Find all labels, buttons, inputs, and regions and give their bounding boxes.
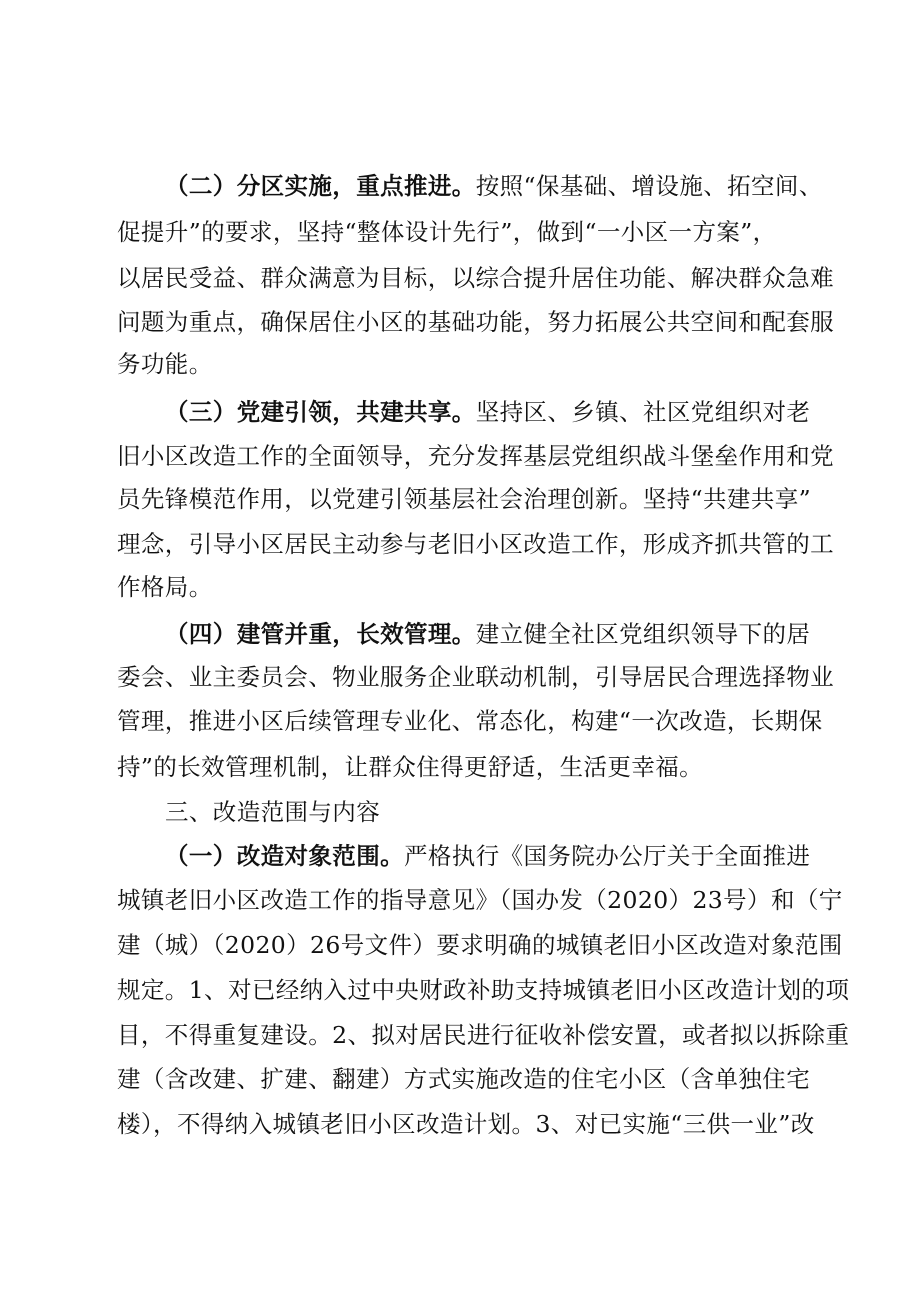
paragraph-line: （一）改造对象范围。严格执行《国务院办公厅关于全面推进 [165,842,811,870]
chapter-heading: 三、改造范围与内容 [165,798,381,826]
paragraph-line: 理念，引导小区居民主动参与老旧小区改造工作，形成齐抓共管的工 [117,530,834,558]
paragraph-line: 作格局。 [117,573,213,601]
paragraph-line: 员先锋模范作用，以党建引领基层社会治理创新。坚持“共建共享” [117,485,812,513]
paragraph-line: 管理，推进小区后续管理专业化、常态化，构建“一次改造，长期保 [117,707,823,735]
paragraph-line: （三）党建引领，共建共享。坚持区、乡镇、社区党组织对老 [165,398,811,426]
paragraph-line: （二）分区实施，重点推进。按照“保基础、增设施、拓空间、 [165,172,823,200]
paragraph-line: 建（含改建、扩建、翻建）方式实施改造的住宅小区（含单独住宅 [117,1065,811,1093]
paragraph-line: 目，不得重复建设。2、拟对居民进行征收补偿安置，或者拟以拆除重 [117,1021,850,1049]
paragraph-line: 城镇老旧小区改造工作的指导意见》（国办发（2020）23号）和（宁 [117,886,843,914]
paragraph-line: 务功能。 [117,350,213,378]
paragraph-line: 建（城）（2020）26号文件）要求明确的城镇老旧小区改造对象范围 [117,931,843,959]
section-heading: （一）改造对象范围。 [165,842,404,870]
paragraph-line: 委会、业主委员会、物业服务企业联动机制，引导居民合理选择物业 [117,663,834,691]
paragraph-line: 以居民受益、群众满意为目标，以综合提升居住功能、解决群众急难 [117,264,834,292]
paragraph-line: 旧小区改造工作的全面领导，充分发挥基层党组织战斗堡垒作用和党 [117,442,834,470]
paragraph-line: 规定。1、对已经纳入过中央财政补助支持城镇老旧小区改造计划的项 [117,976,850,1004]
section-heading: （三）党建引领，共建共享。 [165,398,476,426]
section-heading: （二）分区实施，重点推进。 [165,172,476,200]
paragraph-line: 促提升”的要求，坚持“整体设计先行”，做到“一小区一方案”， [117,218,777,246]
section-heading: （四）建管并重，长效管理。 [165,620,476,648]
paragraph-line: 持”的长效管理机制，让群众住得更舒适，生活更幸福。 [117,753,704,781]
paragraph-line: 楼），不得纳入城镇老旧小区改造计划。3、对已实施“三供一业”改 [117,1110,815,1138]
paragraph-line: 问题为重点，确保居住小区的基础功能，努力拓展公共空间和配套服 [117,308,834,336]
paragraph-line: （四）建管并重，长效管理。建立健全社区党组织领导下的居 [165,620,811,648]
